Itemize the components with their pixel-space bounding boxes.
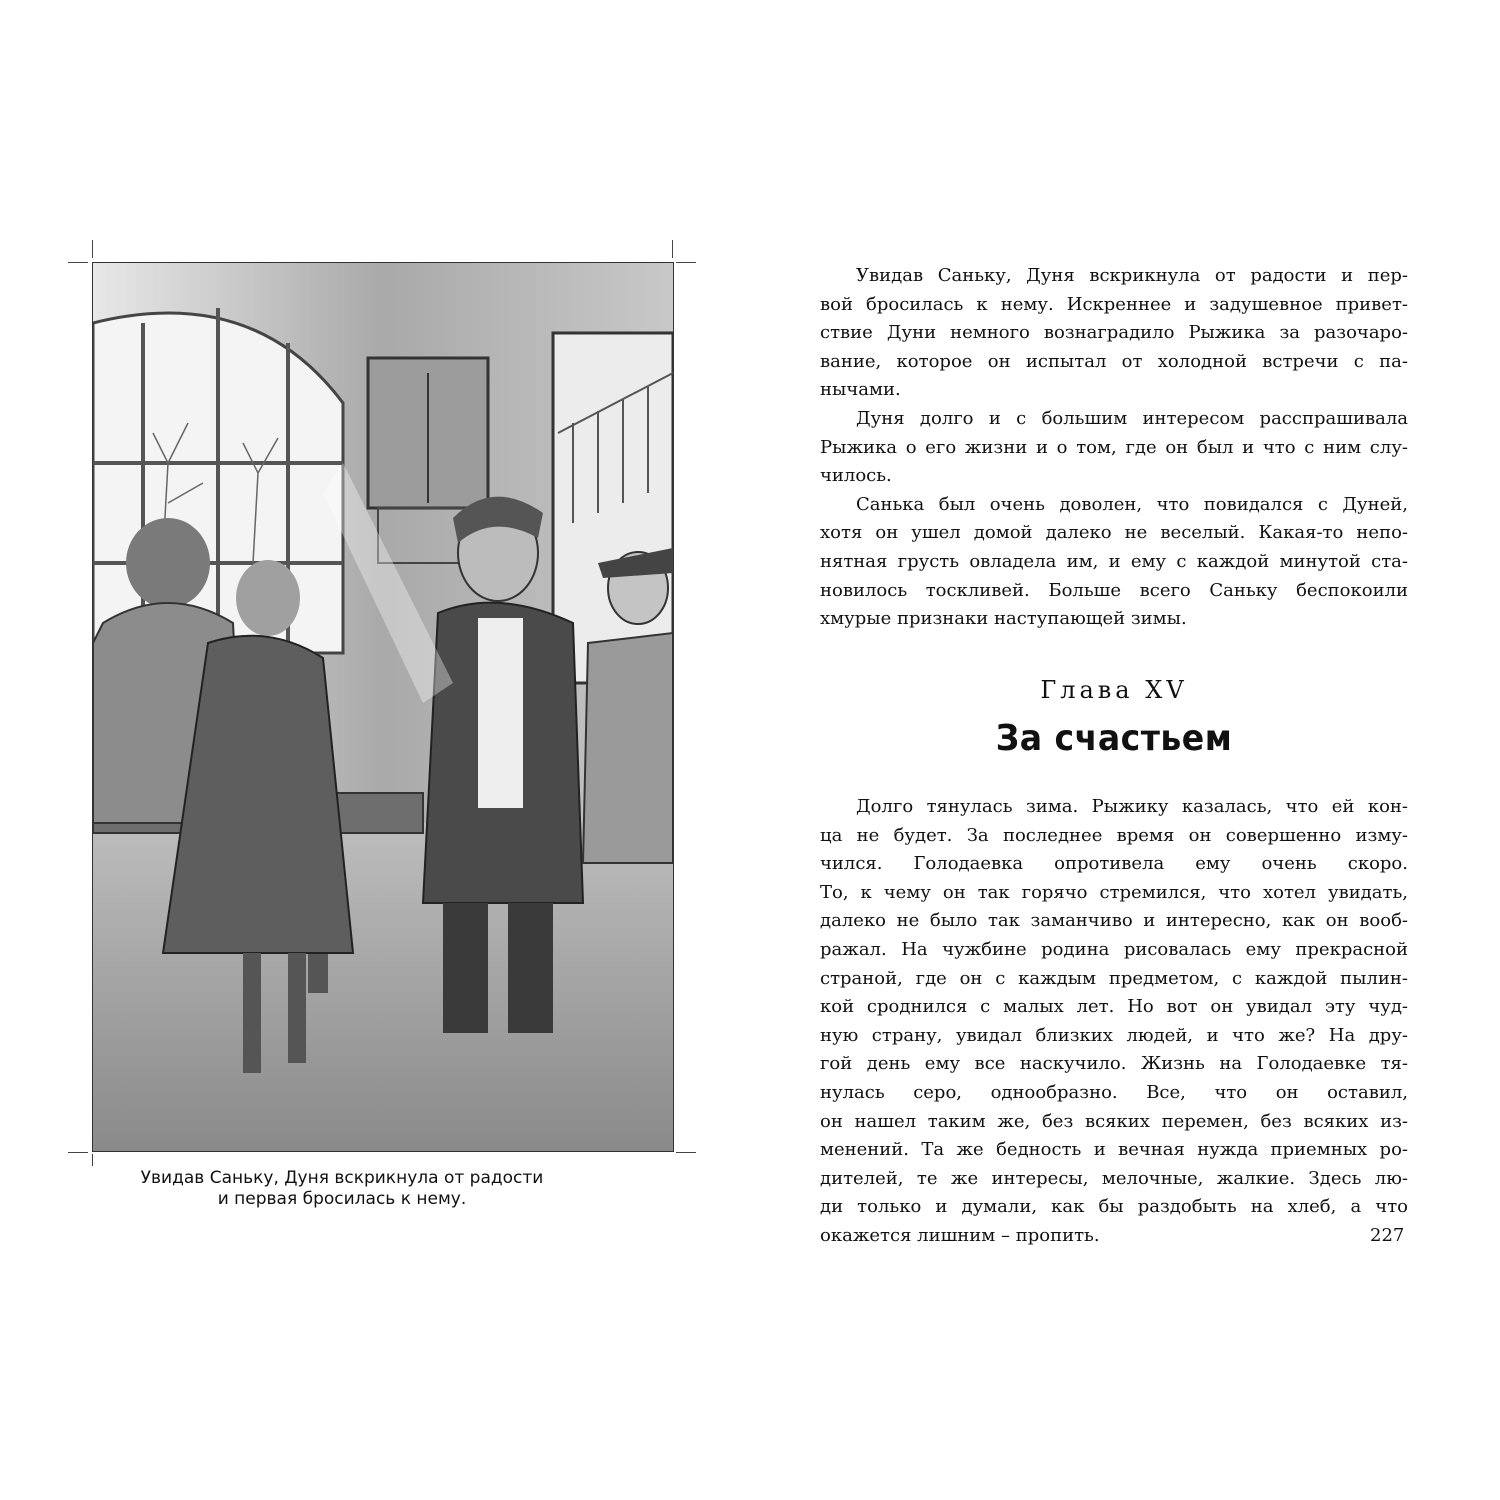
crop-mark-bottom-right-h xyxy=(676,1152,696,1153)
text-line: далеко не было так заманчиво и интересно, как он вооб- xyxy=(820,910,1408,932)
chapter-label: Глава XV xyxy=(1040,676,1188,704)
text-line: он нашел таким же, без всяких перемен, без всяких из- xyxy=(820,1110,1408,1132)
text-line: ную страну, увидал близких людей, и что же? На дру- xyxy=(820,1024,1408,1046)
text-block-before-chapter xyxy=(820,262,1408,634)
caption-line: Увидав Саньку, Дуня вскрикнула от радости xyxy=(140,1168,544,1188)
text-line: хмурые признаки наступающей зимы. xyxy=(820,608,1187,630)
text-line: Долго тянулась зима. Рыжику казалась, что ей кон- xyxy=(856,796,1408,817)
figure-boy-in-cap xyxy=(583,633,673,863)
text-line: нятная грусть овладела им, и ему с каждой минутой ста- xyxy=(820,550,1408,572)
text-line: менений. Та же бедность и вечная нужда приемных ро- xyxy=(820,1139,1408,1161)
crop-mark-top-left-v xyxy=(92,240,93,258)
crop-mark-bottom-left-h xyxy=(68,1152,88,1153)
text-line: Санька был очень доволен, что повидался с Дуней, xyxy=(856,493,1408,515)
text-line: ражал. На чужбине родина рисовалась ему прекрасной xyxy=(820,938,1408,960)
text-line: новилось тоскливей. Больше всего Саньку беспокоили xyxy=(820,579,1408,601)
text-line: чился. Голодаевка опротивела ему очень скоро. xyxy=(820,853,1408,875)
text-block-chapter-start xyxy=(820,793,1408,1251)
text-line: ца не будет. За последнее время он совершенно изму- xyxy=(820,824,1408,846)
chapter-title: За счастьем xyxy=(995,718,1233,759)
text-line: хотя он ушел домой далеко не веселый. Какая-то непо- xyxy=(820,522,1408,544)
text-line: Рыжика о его жизни и о том, где он был и что с ним слу- xyxy=(820,436,1408,458)
text-line: вой бросилась к нему. Искреннее и задушевное привет- xyxy=(820,293,1408,315)
crop-mark-top-left-h xyxy=(68,262,88,263)
crop-mark-top-right-v xyxy=(672,240,673,258)
crop-mark-top-right-h xyxy=(676,262,696,263)
text-line: Дуня долго и с большим интересом расспрашивала xyxy=(856,407,1408,429)
text-line: То, к чему он так горячо стремился, что хотел увидать, xyxy=(820,881,1408,903)
text-line: ствие Дуни немного вознаградило Рыжика за разочаро- xyxy=(820,322,1408,344)
text-line: чилось. xyxy=(820,465,892,487)
text-line: дителей, те же интересы, мелочные, жалкие. Здесь лю- xyxy=(820,1167,1408,1189)
page-number: 227 xyxy=(1370,1225,1405,1246)
text-line: нычами. xyxy=(820,379,901,401)
illustration-caption xyxy=(92,1168,592,1210)
text-line: Увидав Саньку, Дуня вскрикнула от радости и пер- xyxy=(856,265,1408,286)
text-line: нулась серо, однообразно. Все, что он оставил, xyxy=(820,1081,1408,1103)
chapter-illustration xyxy=(92,262,674,1152)
text-line: ди только и думали, как бы раздобыть на хлеб, а что xyxy=(820,1196,1408,1218)
caption-line: и первая бросилась к нему. xyxy=(217,1189,467,1209)
text-line: кой сроднился с малых лет. Но вот он увидал эту чуд- xyxy=(820,996,1408,1018)
text-line: вание, которое он испытал от холодной встречи с па- xyxy=(820,350,1408,372)
text-line: окажется лишним – пропить. xyxy=(820,1224,1100,1246)
crop-mark-bottom-left-v xyxy=(92,1154,93,1166)
text-line: гой день ему все наскучило. Жизнь на Голодаевке тя- xyxy=(820,1053,1408,1075)
text-line: страной, где он с каждым предметом, с каждой пылин- xyxy=(820,967,1408,989)
